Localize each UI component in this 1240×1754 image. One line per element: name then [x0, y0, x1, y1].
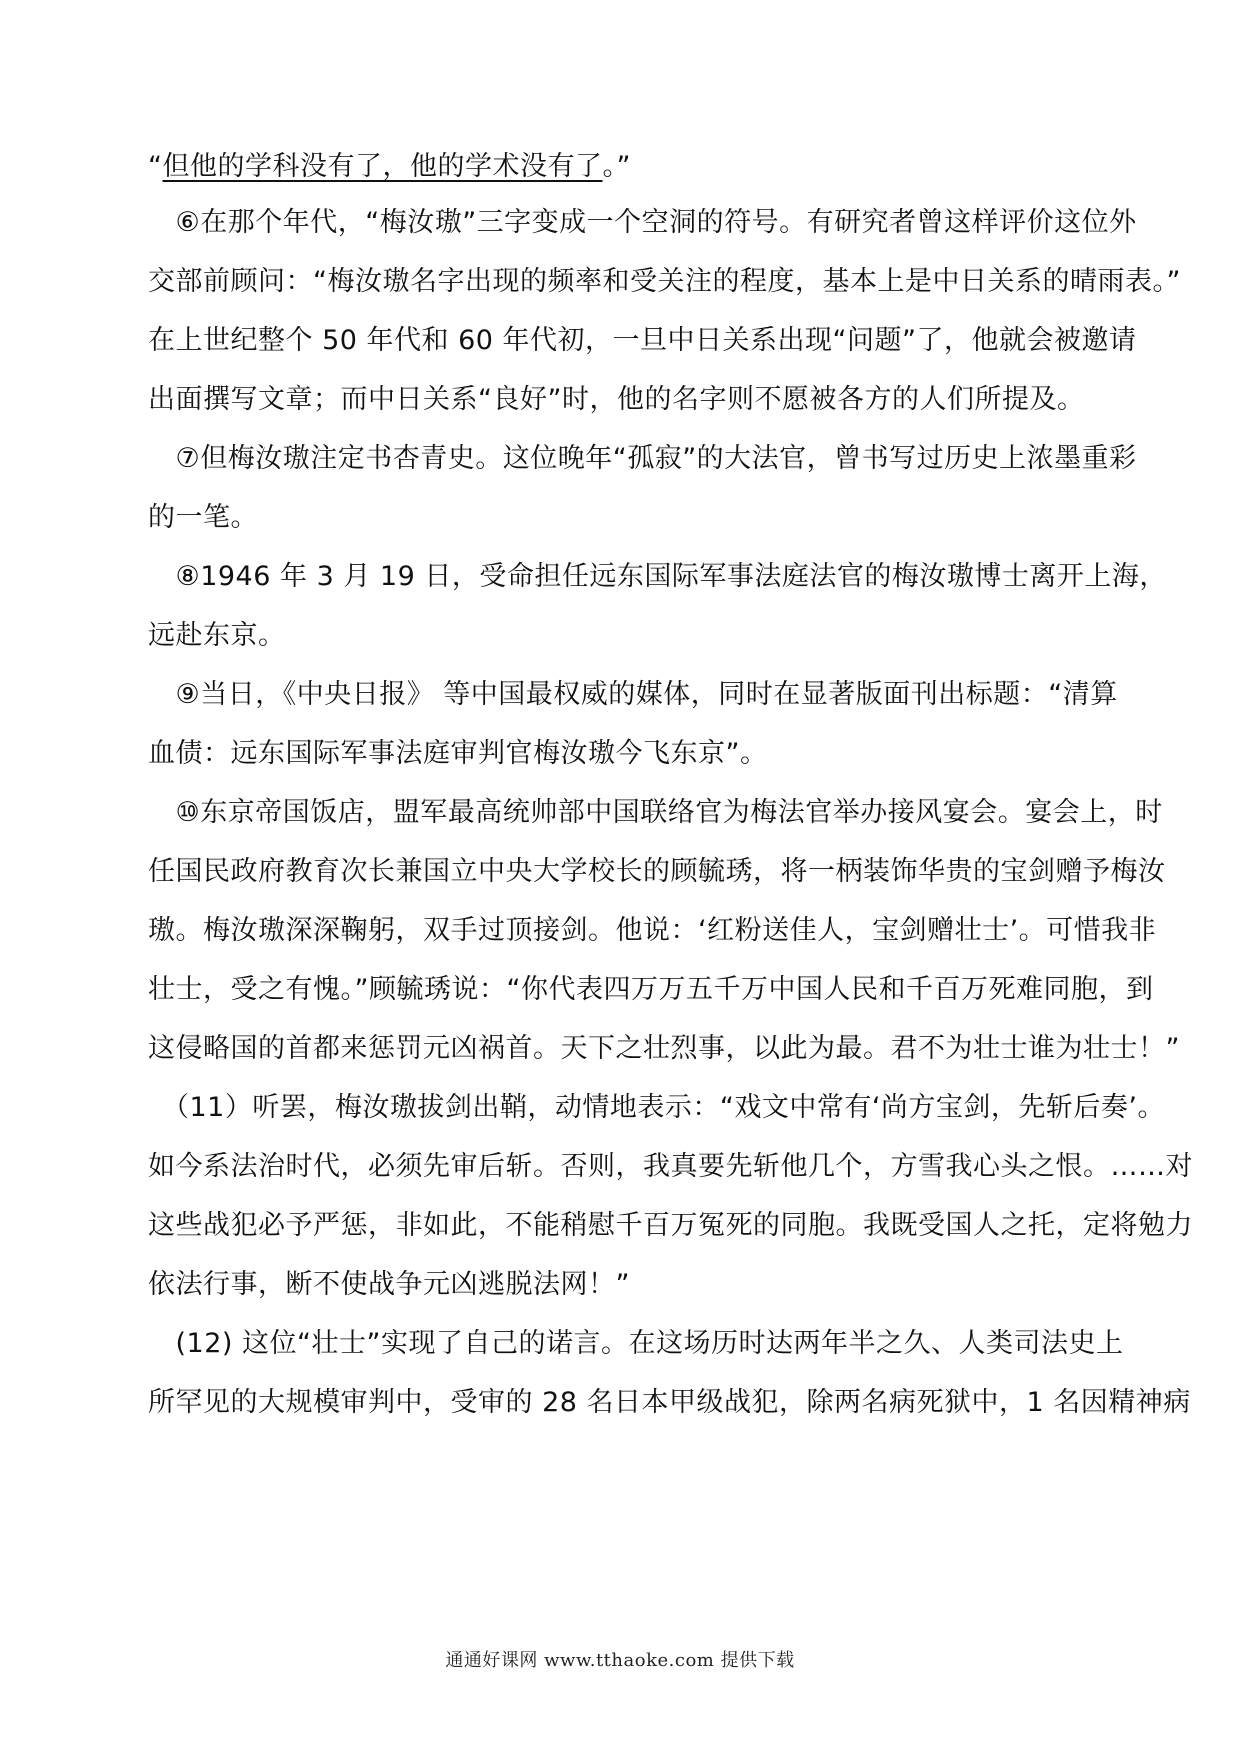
paragraph-10-line-5: 这侵略国的首都来惩罚元凶祸首。天下之壮烈事，以此为最。君不为壮士谁为壮士！” — [148, 1033, 1180, 1064]
paragraph-line-quote — [148, 150, 1102, 184]
paragraph-10-line-3: 璈。梅汝璈深深鞠躬，双手过顶接剑。他说：‘红粉送佳人，宝剑赠壮士’。可惜我非 — [148, 915, 1157, 946]
footer-download-notice: 通通好课网 www.tthaoke.com 提供下载 — [445, 1650, 795, 1671]
paragraph-12-line-2: 所罕见的大规模审判中，受审的 28 名日本甲级战犯，除两名病死狱中，1 名因精神病 — [148, 1387, 1191, 1418]
paragraph-9-line-2: 血债：远东国际军事法庭审判官梅汝璈今飞东京”。 — [148, 738, 768, 769]
paragraph-7-line-1: ⑦但梅汝璈注定书杏青史。这位晚年“孤寂”的大法官，曾书写过历史上浓墨重彩 — [148, 443, 1137, 474]
paragraph-7-line-2: 的一笔。 — [148, 502, 258, 533]
paragraph-11-line-2: 如今系法治时代，必须先审后斩。否则，我真要先斩他几个，方雪我心头之恨。……对 — [148, 1151, 1193, 1182]
paragraph-10-line-4: 壮士，受之有愧。”顾毓琇说：“你代表四万万五千万中国人民和千百万死难同胞，到 — [148, 974, 1154, 1005]
underlined-sentence: 但他的学科没有了，他的学术没有了 — [162, 151, 603, 182]
paragraph-11-line-3: 这些战犯必予严惩，非如此，不能稍慰千百万冤死的同胞。我既受国人之托，定将勉力 — [148, 1210, 1193, 1241]
open-quote: “ — [148, 151, 163, 182]
close-quote: 。” — [602, 151, 631, 182]
paragraph-6-line-3: 在上世纪整个 50 年代和 60 年代初，一旦中日关系出现“问题”了，他就会被邀请 — [148, 325, 1137, 356]
paragraph-10-line-1: ⑩东京帝国饭店，盟军最高统帅部中国联络官为梅法官举办接风宴会。宴会上，时 — [148, 797, 1163, 828]
paragraph-8-line-1: ⑧1946 年 3 月 19 日，受命担任远东国际军事法庭法官的梅汝璈博士离开上海， — [148, 561, 1167, 592]
paragraph-10-line-2: 任国民政府教育次长兼国立中央大学校长的顾毓琇，将一柄装饰华贵的宝剑赠予梅汝 — [148, 856, 1166, 887]
paragraph-6-line-1: ⑥在那个年代，“梅汝璈”三字变成一个空洞的符号。有研究者曾这样评价这位外 — [148, 207, 1137, 238]
paragraph-9-line-1: ⑨当日，《中央日报》 等中国最权威的媒体，同时在显著版面刊出标题：“清算 — [148, 679, 1118, 710]
paragraph-11-line-4: 依法行事，断不使战争元凶逃脱法网！” — [148, 1269, 630, 1300]
paragraph-12-line-1: (12) 这位“壮士”实现了自己的诺言。在这场历时达两年半之久、人类司法史上 — [148, 1328, 1124, 1359]
paragraph-11-line-1: （11）听罢，梅汝璈拔剑出鞘，动情地表示：“戏文中常有‘尚方宝剑，先斩后奏’。 — [148, 1092, 1166, 1123]
paragraph-6-line-4: 出面撰写文章；而中日关系“良好”时，他的名字则不愿被各方的人们所提及。 — [148, 384, 1085, 415]
paragraph-6-line-2: 交部前顾问：“梅汝璈名字出现的频率和受关注的程度，基本上是中日关系的晴雨表。” — [148, 266, 1181, 297]
paragraph-8-line-2: 远赴东京。 — [148, 620, 286, 651]
